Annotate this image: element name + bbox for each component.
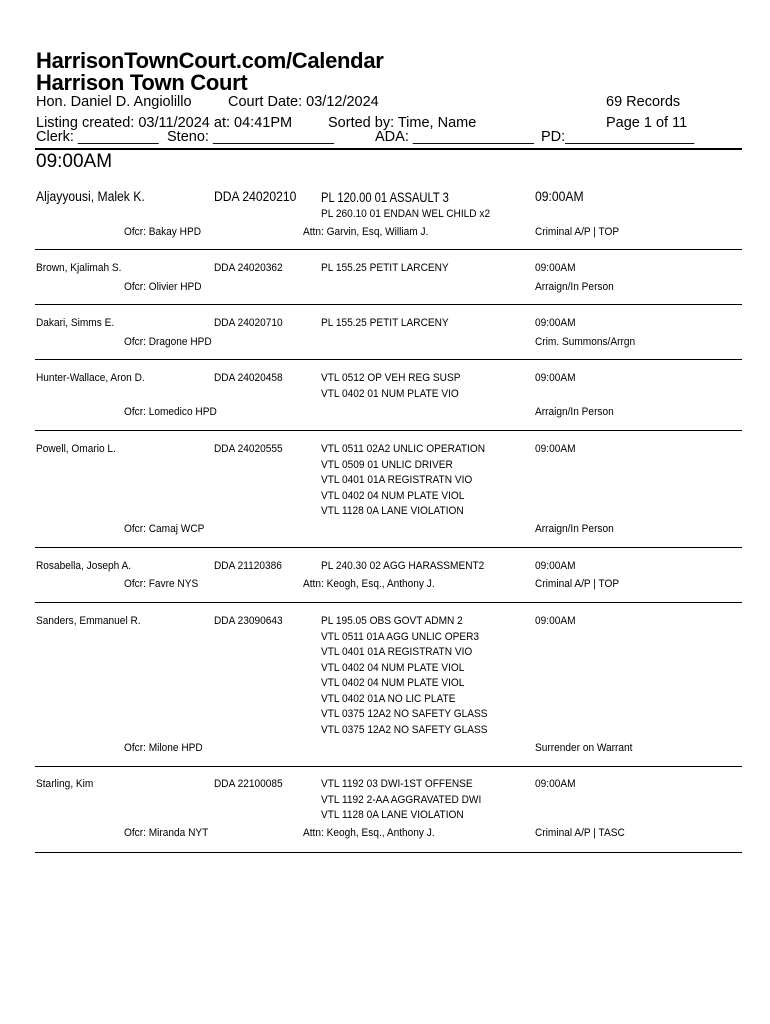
listing-created: Listing created: 03/11/2024 at: 04:41PM <box>36 115 293 131</box>
row-divider <box>35 852 742 853</box>
appearance-time: 09:00AM <box>535 372 576 384</box>
charge-list <box>321 189 490 223</box>
defendant-name: Starling, Kim <box>36 778 94 790</box>
officer: Ofcr: Milone HPD <box>124 742 203 754</box>
charge-line: PL 155.25 PETIT LARCENY <box>321 317 449 329</box>
steno-field: Steno: _______________ <box>167 129 334 145</box>
charge-line: VTL 0402 01A NO LIC PLATE <box>321 692 456 705</box>
site-title: HarrisonTownCourt.com/Calendar <box>36 48 384 73</box>
charge-list <box>321 614 488 738</box>
appearance-time: 09:00AM <box>535 317 576 329</box>
defendant-name: Rosabella, Joseph A. <box>36 560 132 572</box>
docket-number: DDA 24020710 <box>214 317 283 329</box>
charge-list <box>321 316 449 332</box>
row-divider <box>35 304 742 305</box>
appearance-time: 09:00AM <box>535 615 576 627</box>
sorted-by: Sorted by: Time, Name <box>328 115 477 131</box>
appearance-time: 09:00AM <box>535 189 584 204</box>
charge-line: VTL 0402 01 NUM PLATE VIO <box>321 387 459 400</box>
header-divider <box>35 148 742 150</box>
charge-line: VTL 0402 04 NUM PLATE VIOL <box>321 661 465 674</box>
charge-line: VTL 0401 01A REGISTRATN VIO <box>321 474 473 486</box>
case-status: Arraign/In Person <box>535 281 614 293</box>
defendant-name: Powell, Omario L. <box>36 443 116 455</box>
court-name: Harrison Town Court <box>36 70 248 95</box>
officer: Ofcr: Bakay HPD <box>124 226 202 238</box>
defendant-name: Aljayyousi, Malek K. <box>36 189 145 204</box>
charge-line: PL 195.05 OBS GOVT ADMN 2 <box>321 615 463 627</box>
docket-number: DDA 24020458 <box>214 372 283 384</box>
case-status: Criminal A/P | TOP <box>535 226 620 238</box>
docket-number: DDA 23090643 <box>214 615 283 627</box>
judge-name: Hon. Daniel D. Angiolillo <box>36 94 192 110</box>
officer: Ofcr: Miranda NYT <box>124 827 209 839</box>
charge-line: VTL 1128 0A LANE VIOLATION <box>321 809 464 821</box>
charge-list <box>321 559 484 575</box>
charge-line: VTL 0375 12A2 NO SAFETY GLASS <box>321 708 488 720</box>
charge-line: VTL 1128 0A LANE VIOLATION <box>321 505 464 517</box>
appearance-time: 09:00AM <box>535 778 576 790</box>
ada-field: ADA: _______________ <box>375 129 534 145</box>
defendant-name: Sanders, Emmanuel R. <box>36 615 141 627</box>
row-divider <box>35 430 742 431</box>
row-divider <box>35 766 742 767</box>
charge-line: VTL 0402 04 NUM PLATE VIOL <box>321 677 465 689</box>
case-status: Criminal A/P | TOP <box>535 578 620 590</box>
appearance-time: 09:00AM <box>535 443 576 455</box>
docket-number: DDA 24020555 <box>214 443 283 455</box>
charge-line: VTL 1192 03 DWI-1ST OFFENSE <box>321 778 473 790</box>
charge-line: PL 120.00 01 ASSAULT 3 <box>321 190 449 205</box>
appearance-time: 09:00AM <box>535 262 576 274</box>
attorney: Attn: Garvin, Esq, William J. <box>303 226 429 238</box>
officer: Ofcr: Favre NYS <box>124 578 199 590</box>
charge-line: VTL 0509 01 UNLIC DRIVER <box>321 458 453 471</box>
charge-line: VTL 0512 OP VEH REG SUSP <box>321 372 461 384</box>
row-divider <box>35 547 742 548</box>
charge-line: VTL 1192 2-AA AGGRAVATED DWI <box>321 793 482 806</box>
row-divider <box>35 359 742 360</box>
defendant-name: Dakari, Simms E. <box>36 317 115 329</box>
page-number: Page 1 of 11 <box>606 115 688 131</box>
charge-line: VTL 0401 01A REGISTRATN VIO <box>321 646 473 658</box>
charge-list <box>321 261 449 277</box>
defendant-name: Brown, Kjalimah S. <box>36 262 122 274</box>
charge-line: VTL 0402 04 NUM PLATE VIOL <box>321 489 465 502</box>
court-date: Court Date: 03/12/2024 <box>228 94 379 110</box>
row-divider <box>35 602 742 603</box>
appearance-time: 09:00AM <box>535 560 576 572</box>
charge-list <box>321 371 460 402</box>
officer: Ofcr: Lomedico HPD <box>124 406 217 418</box>
record-count: 69 Records <box>606 94 681 110</box>
charge-line: PL 240.30 02 AGG HARASSMENT2 <box>321 560 485 572</box>
charge-line: PL 155.25 PETIT LARCENY <box>321 262 449 274</box>
case-status: Arraign/In Person <box>535 523 614 535</box>
charge-line: VTL 0511 02A2 UNLIC OPERATION <box>321 443 486 455</box>
charge-list <box>321 442 485 520</box>
case-status: Arraign/In Person <box>535 406 614 418</box>
row-divider <box>35 249 742 250</box>
charge-line: VTL 0375 12A2 NO SAFETY GLASS <box>321 723 488 736</box>
case-status: Criminal A/P | TASC <box>535 827 625 839</box>
officer: Ofcr: Camaj WCP <box>124 523 205 535</box>
attorney: Attn: Keogh, Esq., Anthony J. <box>303 827 435 839</box>
docket-number: DDA 24020210 <box>214 189 297 204</box>
charge-line: VTL 0511 01A AGG UNLIC OPER3 <box>321 630 480 643</box>
time-slot-heading: 09:00AM <box>36 151 113 172</box>
charge-list <box>321 777 481 824</box>
clerk-field: Clerk: __________ <box>36 129 159 145</box>
docket-number: DDA 24020362 <box>214 262 283 274</box>
pd-field: PD:________________ <box>541 129 695 145</box>
officer: Ofcr: Olivier HPD <box>124 281 202 293</box>
charge-line: PL 260.10 01 ENDAN WEL CHILD x2 <box>321 208 491 220</box>
officer: Ofcr: Dragone HPD <box>124 336 212 348</box>
case-status: Crim. Summons/Arrgn <box>535 336 636 348</box>
docket-number: DDA 22100085 <box>214 778 283 790</box>
defendant-name: Hunter-Wallace, Aron D. <box>36 372 145 384</box>
case-status: Surrender on Warrant <box>535 742 633 754</box>
docket-number: DDA 21120386 <box>214 560 282 572</box>
attorney: Attn: Keogh, Esq., Anthony J. <box>303 578 435 590</box>
